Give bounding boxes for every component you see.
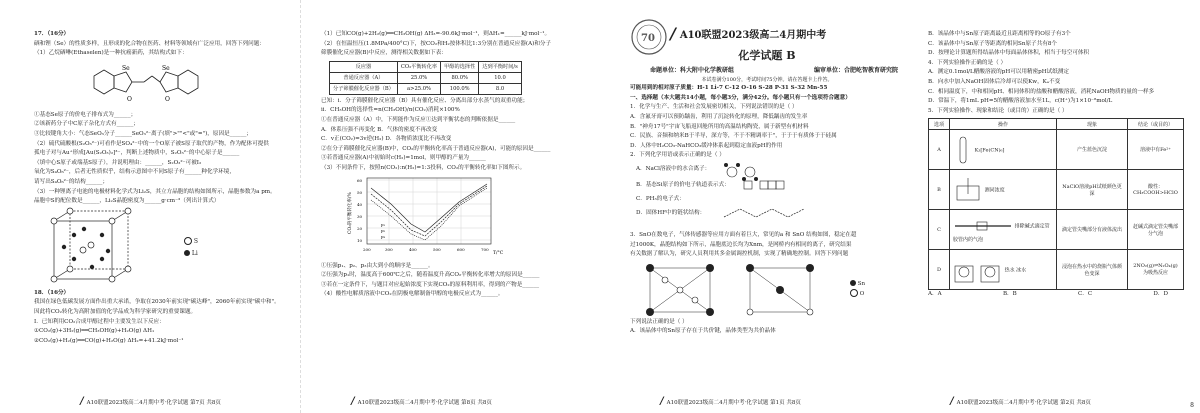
q17-line: ②该新药分子中C原子杂化方式有______；: [34, 121, 139, 128]
table-header-row: [929, 119, 1184, 130]
table-cell: 2NO₂(g)⇌N₂O₄(g)为吸热反应: [1128, 250, 1184, 290]
q17-line: ③比较键角大小：气态SeO₃分子______SeO₃²⁻离子(填">""<"或"=")，原因是______；: [34, 130, 253, 137]
q17-line: 氧化为S₄O₆²⁻，后者无性质似乎，结构示意图中不同S原子有______种化学环境，: [34, 169, 235, 176]
q18-line: 筛膜催化反应器(B)中反应，测得相关数据如下表：: [321, 50, 447, 57]
page-number: 8: [1190, 402, 1194, 409]
atomic-mass-line: 可能用到的相对原子质量：H-1 Li-7 C-12 O-16 S-28 P-31 S-32 Mn-55: [630, 85, 828, 92]
page-footer: [950, 396, 1091, 407]
q18-line: ②在分子筛膜催化反应器(B)中，CO₂的平衡转化率高于普通反应器(A)，可能的原因是______: [321, 145, 551, 152]
q2-options: [630, 161, 904, 231]
q17-line: 硒和锂（Se）的性质多样，且形成的化合物在医药、材料等领域有广泛应用，回答下列问题：: [34, 40, 265, 47]
answer-option: D．D: [1153, 291, 1168, 298]
table-cell: 酸性：CH₃COOH>HClO: [1128, 170, 1184, 210]
q17-line: 请写出S₄O₆²⁻的结构______；: [34, 178, 109, 185]
table-cell: 赶碱式滴定管尖嘴部分气泡: [1128, 210, 1184, 250]
q4-line: 4．下列实验操作正确的是（ ）: [928, 59, 1007, 66]
q18-line: 已知：i．分子筛膜催化反应器（B）具有催化反应、分离出部分水蒸气的双重功能；: [321, 97, 529, 104]
apparatus-cell: [950, 250, 1057, 290]
experiment-table: [928, 118, 1184, 290]
q17-head: 17．（16分）: [34, 31, 70, 37]
q4-line: C．相同温度下，中和相同pH、相同体积的盐酸和醋酸溶液，消耗NaOH物质的量的一样多: [928, 88, 1155, 95]
li2s-unit-cell-figure: [34, 207, 184, 289]
table-row: [929, 170, 1184, 210]
q3-line: D．按理论计算题所得结晶体中每面晶体体积，相当于每空可体积: [928, 50, 1090, 57]
q17-line: 晶胞中S的配位数是______，Li₂S晶胞密度为______g·cm⁻³（列出计算式）: [34, 198, 220, 205]
q4-line: D．常温下，将1mL pH=5的醋酸溶液加水至1L，c(H⁺)为1×10⁻⁸mol/L: [928, 98, 1113, 105]
sno-crystal-figure: [630, 260, 850, 318]
table-header-cell: 现象: [1057, 119, 1128, 130]
q4-line: B．向水中加入NaOH固体后冷却可以使Kw，Kₐ不变: [928, 78, 1061, 85]
x-tick: 400: [409, 246, 417, 252]
q18-line: 因此将CO₂转化为高附加值的化学品成为科学家研究的重要课题。: [34, 308, 197, 315]
sno-figure-row: [630, 260, 904, 318]
svg-text:Se: Se: [122, 64, 130, 72]
q17-line: ①基态Se原子的价电子排布式为______；: [34, 111, 137, 118]
brand-logo-icon: /: [660, 396, 664, 407]
series-p3-line: [371, 188, 487, 240]
q18-line: （2）在恒温恒压(1.8MPa/400°C)下，按CO₂和H₂按体积比1:3分别在普通反应器(A)和分子: [321, 40, 552, 47]
footer-text: A10联盟2023级高二4月期中考·化学试题 第7页 共8页: [86, 400, 221, 406]
q17-line: （2）硫代硫酸根(S₂O₃²⁻)可看作是SO₄²⁻中的一个O原子被S原子取代的产物，作为配体可提供: [34, 140, 269, 147]
apparatus-cell: [950, 170, 1057, 210]
q17-line: （3）一种锂离子电池的电极材料化学式为Li₂S，其立方晶胞的结构如图所示，晶胞参数为a pm。: [34, 188, 276, 195]
table-header-cell: 选项: [929, 119, 950, 130]
page-footer: [80, 396, 221, 407]
unit-left: 命题单位：科大附中化学教研组: [650, 67, 735, 74]
table-cell: B: [929, 170, 950, 210]
q3-line: A．该晶体中的Sn原子存在于共价键，晶体类型为共价晶体: [630, 328, 776, 335]
flask-bath-icon: [953, 256, 1003, 284]
conversion-rate-chart: [341, 174, 541, 258]
footer-text: A10联盟2023级高二4月期中考·化学试题 第2页 共8页: [956, 400, 1091, 406]
q18-line: A．体系压强不再变化 B．气体的密度不再改变: [321, 126, 438, 133]
q2-option: D．固体HF中的链状结构：: [636, 209, 706, 216]
x-tick: 300: [385, 246, 393, 252]
apparatus-cell: [950, 210, 1057, 250]
q17-line: （1）乙烷硒啉(Ethaselen)是一种抗癌新药，其结构式如下：: [34, 50, 188, 57]
q2-option: A．NaCl溶液中的水合离子：: [636, 165, 711, 172]
table-row: [929, 210, 1184, 250]
svg-text:70: 70: [641, 33, 655, 44]
burette-icon: [953, 216, 1013, 236]
table-cell: 滴定管尖嘴部分有液体流出: [1057, 210, 1128, 250]
reagent-label: K₃[Fe(CN)₆]: [974, 147, 1005, 154]
page-left-2: [300, 0, 600, 413]
table-cell: a>25.0%: [397, 83, 440, 94]
page-left-1: [0, 0, 300, 413]
y-tick: 60: [357, 177, 363, 183]
table-header-cell: 操作: [950, 119, 1057, 130]
q18-head: 18．（16分）: [34, 289, 70, 296]
brand-logo-icon: /: [351, 396, 355, 407]
q3-line: 下列说法正确的是（ ）: [630, 318, 688, 325]
q18-line: ①压强p₁、p₂、p₃由大到小的顺序是______。: [321, 262, 434, 269]
table-cell: 25.0%: [397, 72, 440, 83]
q18-line: （3）不同条件下，按照n(CO₂):n(H₂)=1:3投料，CO₂的平衡转化率如下图所示。: [321, 164, 526, 171]
q18-line: C．v正(CO₂)=3v逆(H₂) D．各物质浓度比不再改变: [321, 136, 452, 143]
y-tick: 50: [357, 189, 363, 195]
y-tick: 20: [357, 225, 363, 231]
table-cell: 80.0%: [441, 72, 479, 83]
q1-line: A．含氟牙膏可以预防龋齿，利用了沉淀转化的原理，降低龋齿的发生率: [630, 113, 808, 120]
table-header-cell: 反应器: [330, 61, 398, 72]
reagent-label: 测同浓度: [984, 187, 1005, 194]
apparatus-cell: [950, 130, 1057, 170]
q3-line: B．该晶体中与Sn原子距离最近且距离相等的O原子有3个: [928, 31, 1071, 37]
table-cell: C: [929, 210, 950, 250]
legend-s: S: [193, 237, 199, 245]
exam-title: A10联盟2023级高二4月期中考: [679, 30, 827, 41]
ph-test-icon: [953, 176, 983, 204]
q18-line: （4）酸性电解质溶液中CO₂在阴极电解制备甲醇的电极反应式为______。: [321, 291, 504, 298]
chart-ylabel: CO₂的平衡转化率/%: [348, 191, 353, 234]
li-atom-icon: [184, 250, 190, 256]
table-header-row: [330, 61, 522, 72]
table-cell: 10.0: [479, 72, 522, 83]
o-atom-icon: [850, 289, 858, 297]
series-p2-label: p₂: [381, 227, 386, 233]
q18-line: ③若在一定条件下，与题目对应起始浓度下实现CO₂的原料利用率，得到的产物是______: [321, 281, 540, 288]
crystal-figure-row: [34, 207, 292, 289]
q18-line: ③若普通反应器(A)中初始时c(H₂)=1mol，则甲醇的产量为______: [321, 155, 486, 162]
q1-line: 1．化学与生产、生活和社会发展密切相关，下列说法错误的是（ ）: [630, 104, 798, 111]
unit-right: 编审单位：合肥屹智教育研究院: [813, 67, 898, 74]
reagent-label: 排除碱式滴定管胶管内的气泡: [953, 223, 1050, 244]
q4-line: A．测定0.1mol/L醋酸溶液的pH可以用精密pH试纸测定: [928, 69, 1070, 76]
series-p1-label: p₁: [381, 221, 386, 227]
footer-text: A10联盟2023级高二4月期中考·化学试题 第8页 共8页: [357, 400, 492, 406]
legend-o: O: [859, 290, 865, 297]
y-tick: 10: [357, 237, 363, 243]
y-tick: 40: [357, 201, 363, 207]
section-heading: 一、选择题（本大题共14小题，每小题3分，满分42分。每小题只有一个选项符合题意）: [630, 94, 851, 101]
table-header-cell: 达到平衡时间/s: [479, 61, 522, 72]
table-header-cell: 结论（或目的）: [1128, 119, 1184, 130]
table-cell: NaClO溶液pH试纸颜色更深: [1057, 170, 1128, 210]
brand-logo-icon: /: [950, 396, 954, 407]
x-tick: 500: [433, 246, 441, 252]
table-row: [929, 130, 1184, 170]
q18-line: ②CO₂(g)+H₂(g)══CO(g)+H₂O(g) ΔH₂=+41.2kJ·mol⁻¹: [34, 337, 184, 344]
q3-line: 有关数据了解认为，研究人员利用其多金属调控机制，实现了精确地控制。回答下列问题: [630, 251, 849, 258]
svg-text:O: O: [165, 95, 170, 103]
sno-legend: [850, 279, 865, 299]
sn-atom-icon: [850, 280, 856, 286]
q18-line: ①CO₂(g)+3H₂(g)══CH₃OH(g)+H₂O(g) ΔH₁: [34, 328, 155, 335]
answer-option: C．C: [1078, 291, 1093, 298]
table-cell: 100.0%: [441, 83, 479, 94]
table-cell: 浸泡在热水中的烧瓶气体颜色变深: [1057, 250, 1128, 290]
brand-logo-icon: /: [80, 396, 84, 407]
q17-line: 孤电子对与Au⁺形成[Au(S₂O₃)₂]³⁻，判断上述物质中，S₂O₃²⁻的中心原子是______: [34, 150, 240, 157]
exam-brand: [670, 24, 904, 43]
units-row: [630, 65, 904, 76]
q1-line: B．"神舟17号"宇宙飞船返回舱所用的高温结构陶瓷，属于新型有机材料: [630, 123, 809, 130]
ethaselen-structure-figure: [34, 62, 204, 104]
test-tube-icon: [953, 135, 973, 165]
page-footer: [660, 396, 801, 407]
table-cell: 普通反应器（A）: [330, 72, 398, 83]
q18-line: 我国在绿色低碳发展方面作出重大承诺，争取在2030年前实现"碳达峰"，2060年前实现"碳中和"。: [34, 299, 280, 306]
footer-text: A10联盟2023级高二4月期中考·化学试题 第1页 共8页: [666, 400, 801, 406]
table-cell: A: [929, 130, 950, 170]
q18-line: Ⅰ．已知利用CO₂合成甲醇过程中主要发生以下反应：: [34, 318, 165, 325]
table-cell: 8.0: [479, 83, 522, 94]
table-cell: D: [929, 250, 950, 290]
s-atom-icon: [184, 237, 192, 245]
answer-option: B．B: [1002, 291, 1017, 298]
q2-line: 2．下列化学用语或表示正确的是（ ）: [630, 152, 725, 159]
table-header-cell: CO₂平衡转化率: [397, 61, 440, 72]
q5-answers: [928, 290, 1168, 300]
q18-line: ii．CH₃OH的选择性=n(CH₃OH)/n(CO₂)消耗×100%: [321, 107, 460, 114]
svg-text:O: O: [127, 95, 132, 103]
answer-option: A．A: [928, 291, 942, 298]
reactor-data-table: [329, 61, 522, 95]
q3-line: C．该晶体中与Sn原子等距离的相同Sn原子共有8个: [928, 40, 1057, 47]
q3-line: 过1000K，晶胞结构如下所示，晶胞底边长均为Xnm，是网桥内有相同的离子，研究结果: [630, 241, 852, 248]
q1-line: D．人体中H₂CO₃-NaHCO₃缓冲体系起到稳定血液pH的作用: [630, 142, 783, 149]
x-tick: 600: [457, 246, 465, 252]
chart-xticks: [363, 247, 489, 252]
q2-option: B．基态Si原子的价电子轨道表示式：: [636, 181, 730, 188]
x-tick: 700: [481, 246, 489, 252]
table-row: [330, 72, 522, 83]
q3-line: 3．SnO在数电子，气体传感器等应用方面有着巨大，常见的a 和 SnO 结构如图，稳定在超: [630, 231, 857, 238]
table-header-cell: 甲醇的选择性: [441, 61, 479, 72]
reagent-label: 热水 冰水: [1004, 267, 1027, 274]
table-row: [330, 83, 522, 94]
crystal-legend: [184, 236, 198, 260]
orbital-diagram-figure: [742, 179, 802, 191]
page-footer: [351, 396, 492, 407]
subject-title: 化学试题 B: [738, 49, 796, 62]
brand-logo-icon: /: [670, 24, 676, 43]
chart-yticks: [357, 178, 363, 243]
q18-line: （1）已知CO(g)+2H₂(g)══CH₃OH(g) ΔH₃=-90.6kJ·mol⁻¹，则ΔH₁=______kJ·mol⁻¹。: [321, 31, 551, 37]
q1-line: C．民族、音频和纳米B于半导，深方等，不于不精调率于"，于于于有质体于于硅属: [630, 133, 837, 140]
series-p3-label: p₃: [381, 233, 386, 239]
svg-text:Se: Se: [162, 64, 170, 72]
legend-sn: Sn: [857, 280, 866, 287]
table-cell: 溶液中有Fe²⁺: [1128, 130, 1184, 170]
x-tick: 200: [363, 246, 371, 252]
q2-option: C．PH₃的电子式：: [636, 195, 685, 202]
table-row: [929, 250, 1184, 290]
q18-line: ①在普通反应器（A）中，下列能作为反应①达到平衡状态的判断依据是______: [321, 116, 516, 123]
table-cell: 产生蓝色沉淀: [1057, 130, 1128, 170]
page-right-2: [910, 0, 1200, 413]
table-cell: 分子筛膜催化反应器（B）: [330, 83, 398, 94]
q17-line: （填中心S原子或端基S原子），并说明理由：______，S₂O₃²⁻可被I₂: [34, 159, 202, 166]
q5-line: 5．下列实验操作、现象和结论（或目的）正确的是（ ）: [928, 107, 1068, 114]
y-tick: 30: [357, 213, 363, 219]
q18-line: ②压强为p₁时，温度高于600℃之后，随着温度升高CO₂平衡转化率增大的原因是______: [321, 272, 540, 279]
page-right-1: [600, 0, 910, 413]
hf-chain-figure: [720, 205, 810, 221]
chart-xlabel: T/°C: [493, 250, 504, 256]
legend-li: Li: [191, 249, 198, 257]
exam-note: 本试卷满分100分，考试时间75分钟。请在答题卡上作答。: [701, 77, 833, 83]
